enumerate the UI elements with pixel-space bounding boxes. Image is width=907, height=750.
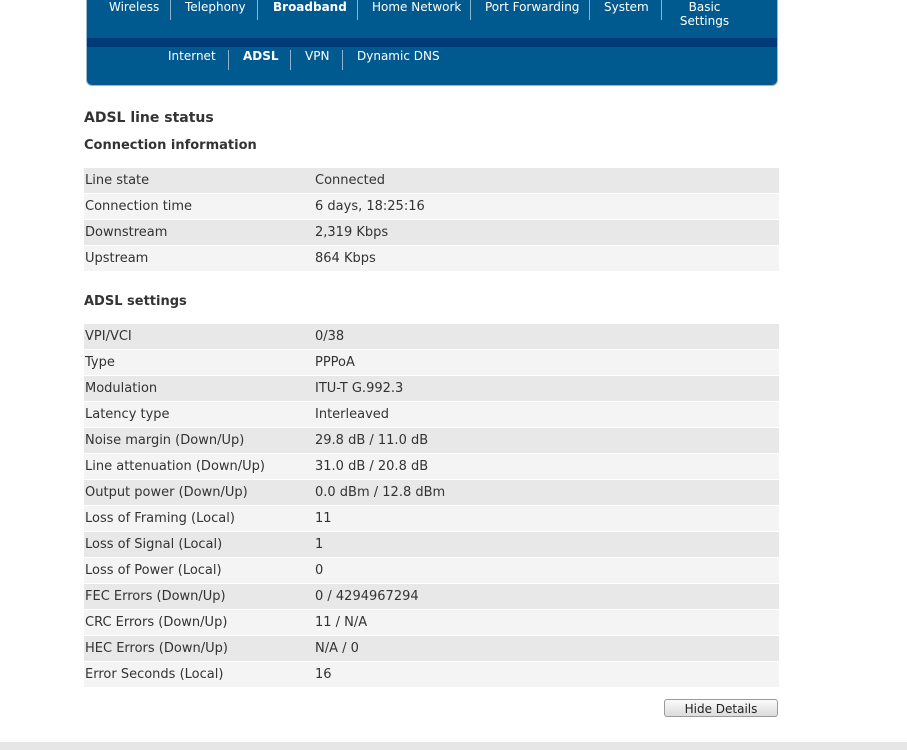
row-value: Connected: [314, 168, 779, 194]
row-label: Noise margin (Down/Up): [84, 428, 314, 454]
table-row: [84, 662, 779, 688]
connection-info-table: [84, 168, 779, 272]
row-value: 11 / N/A: [314, 610, 779, 636]
subnav-divider: [228, 50, 229, 70]
top-nav-bar: [87, 0, 777, 38]
row-label: Downstream: [84, 220, 314, 246]
row-value: 29.8 dB / 11.0 dB: [314, 428, 779, 454]
nav-port-forwarding[interactable]: Port Forwarding: [485, 0, 580, 14]
table-row: [84, 558, 779, 584]
nav-divider: [589, 0, 590, 20]
table-row: [84, 376, 779, 402]
adsl-settings-table: [84, 324, 779, 688]
adsl-settings-heading: ADSL settings: [84, 294, 187, 309]
row-value: 11: [314, 506, 779, 532]
table-row: [84, 636, 779, 662]
row-value: 864 Kbps: [314, 246, 779, 272]
table-row: [84, 428, 779, 454]
table-row: [84, 246, 779, 272]
row-value: 0 / 4294967294: [314, 584, 779, 610]
row-value: ITU-T G.992.3: [314, 376, 779, 402]
nav-system[interactable]: System: [604, 0, 649, 14]
row-value: 16: [314, 662, 779, 688]
table-row: [84, 506, 779, 532]
row-label: VPI/VCI: [84, 324, 314, 350]
row-label: Loss of Framing (Local): [84, 506, 314, 532]
table-row: [84, 220, 779, 246]
nav-stripe: [87, 38, 777, 47]
row-label: Latency type: [84, 402, 314, 428]
row-value: 0.0 dBm / 12.8 dBm: [314, 480, 779, 506]
nav-basic-settings[interactable]: Basic Settings: [679, 0, 730, 28]
row-label: CRC Errors (Down/Up): [84, 610, 314, 636]
row-value: 0/38: [314, 324, 779, 350]
subnav-divider: [342, 50, 343, 70]
table-row: [84, 194, 779, 220]
row-label: Loss of Power (Local): [84, 558, 314, 584]
row-label: HEC Errors (Down/Up): [84, 636, 314, 662]
row-label: Loss of Signal (Local): [84, 532, 314, 558]
table-row: [84, 168, 779, 194]
row-label: Error Seconds (Local): [84, 662, 314, 688]
table-row: [84, 584, 779, 610]
page-title: ADSL line status: [84, 110, 214, 126]
table-row: [84, 610, 779, 636]
row-label: Type: [84, 350, 314, 376]
footer-bar: [0, 742, 907, 750]
nav-telephony[interactable]: Telephony: [185, 0, 246, 14]
hide-details-button[interactable]: Hide Details: [664, 699, 778, 717]
row-value: 2,319 Kbps: [314, 220, 779, 246]
nav-divider: [357, 0, 358, 20]
row-label: Output power (Down/Up): [84, 480, 314, 506]
subnav-adsl[interactable]: ADSL: [243, 49, 279, 63]
table-row: [84, 402, 779, 428]
table-row: [84, 350, 779, 376]
nav-wireless[interactable]: Wireless: [109, 0, 160, 14]
subnav-internet[interactable]: Internet: [168, 49, 216, 63]
row-value: 31.0 dB / 20.8 dB: [314, 454, 779, 480]
nav-divider: [170, 0, 171, 20]
table-row: [84, 480, 779, 506]
row-value: PPPoA: [314, 350, 779, 376]
table-row: [84, 324, 779, 350]
row-label: Line state: [84, 168, 314, 194]
connection-info-heading: Connection information: [84, 138, 257, 153]
row-value: N/A / 0: [314, 636, 779, 662]
subnav-divider: [290, 50, 291, 70]
row-label: Line attenuation (Down/Up): [84, 454, 314, 480]
nav-broadband[interactable]: Broadband: [273, 0, 347, 14]
row-label: Modulation: [84, 376, 314, 402]
nav-home-network[interactable]: Home Network: [372, 0, 462, 14]
nav-divider: [470, 0, 471, 20]
row-label: Upstream: [84, 246, 314, 272]
nav-divider: [661, 0, 662, 20]
row-value: 0: [314, 558, 779, 584]
main-navigation: [86, 0, 778, 86]
table-row: [84, 532, 779, 558]
subnav-vpn[interactable]: VPN: [305, 49, 330, 63]
subnav-dynamic-dns[interactable]: Dynamic DNS: [357, 49, 440, 63]
row-value: 6 days, 18:25:16: [314, 194, 779, 220]
row-value: Interleaved: [314, 402, 779, 428]
nav-divider: [257, 0, 258, 20]
row-label: Connection time: [84, 194, 314, 220]
row-label: FEC Errors (Down/Up): [84, 584, 314, 610]
row-value: 1: [314, 532, 779, 558]
table-row: [84, 454, 779, 480]
